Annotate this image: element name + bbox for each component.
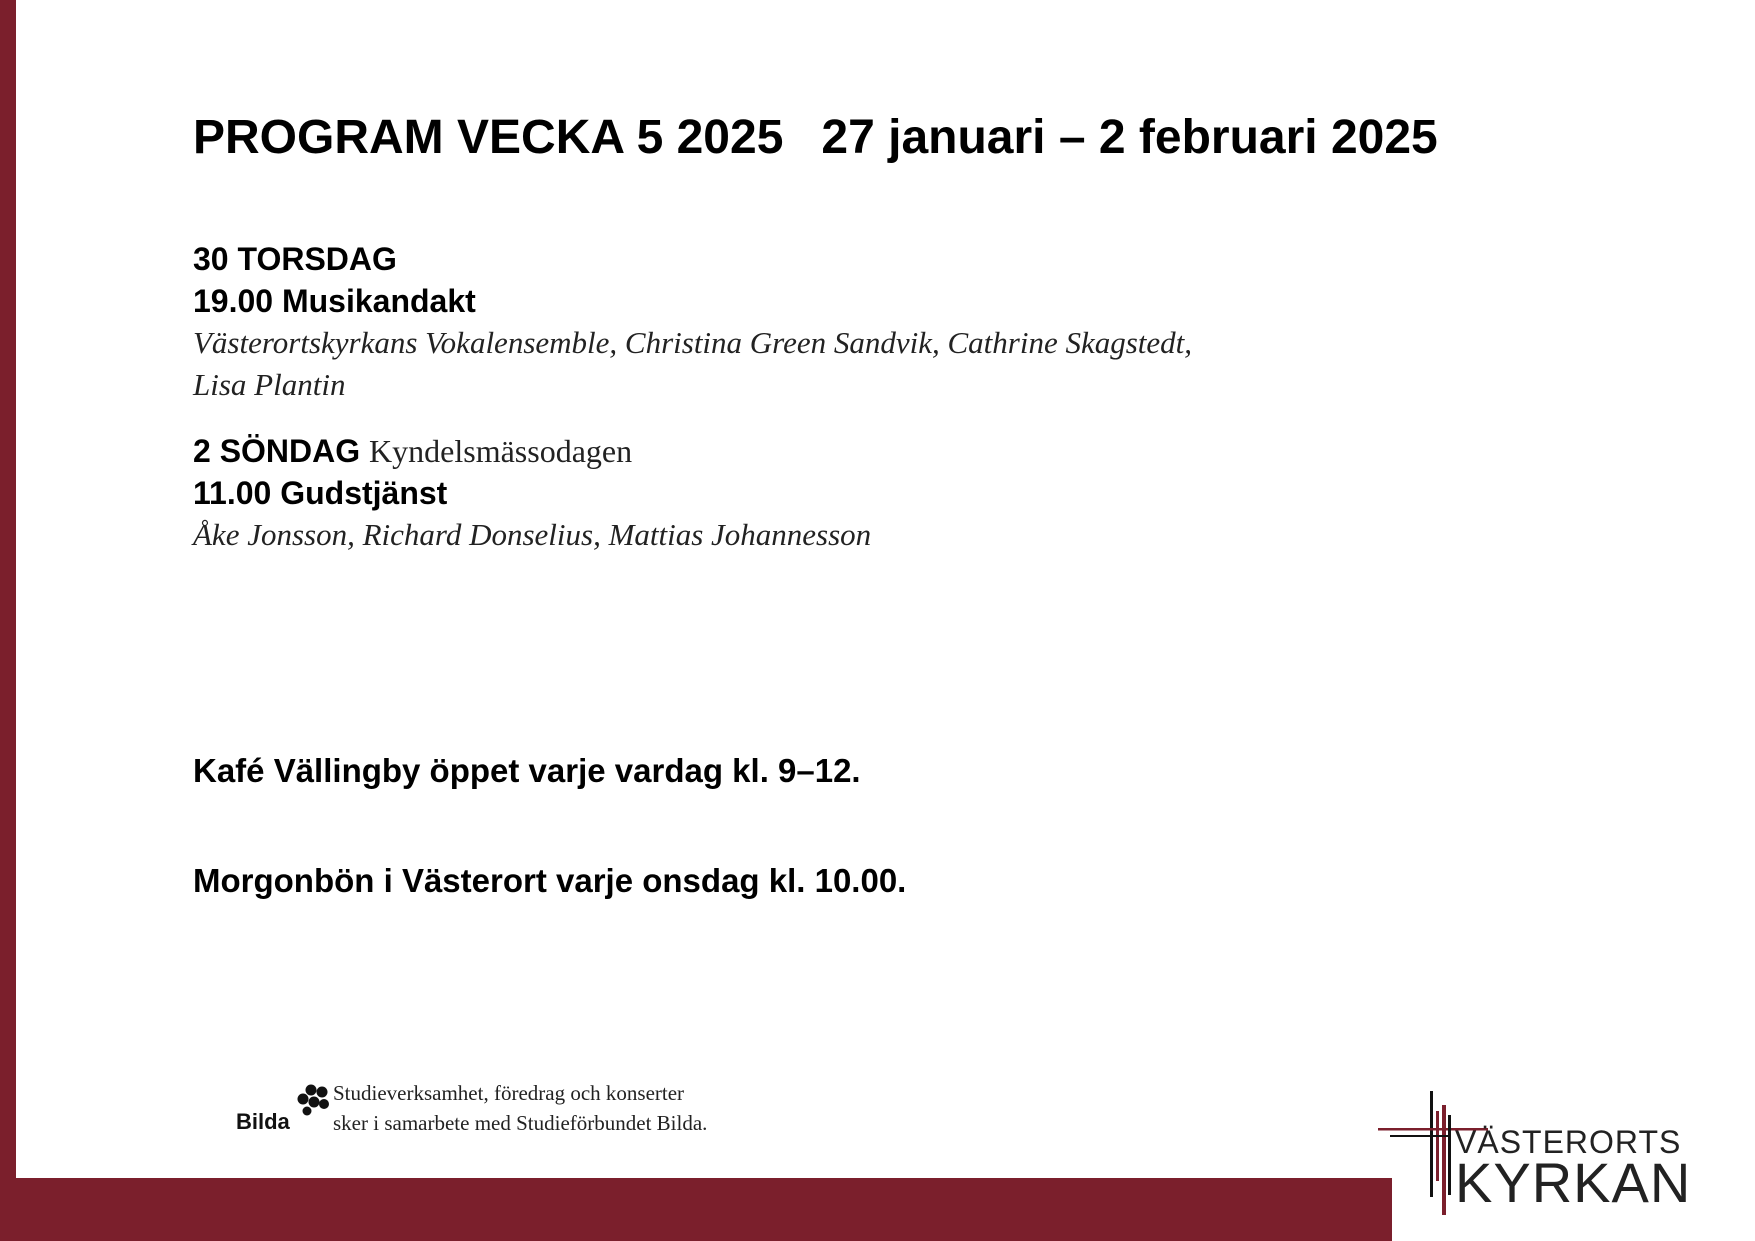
event-title: 19.00 Musikandakt [193, 283, 476, 319]
church-name-line1: VÄSTERORTS [1455, 1124, 1682, 1160]
title-dates: 27 januari – 2 februari 2025 [821, 111, 1438, 164]
day-subtitle: Kyndelsmässodagen [369, 433, 633, 469]
bilda-logo-text: Bilda [236, 1109, 290, 1133]
bilda-info [333, 1078, 707, 1138]
cafe-notice: Kafé Vällingby öppet varje vardag kl. 9–12. [193, 752, 861, 789]
bottom-accent-bar [0, 1178, 1392, 1241]
event-thursday [193, 238, 1192, 406]
day-name: 2 SÖNDAG [193, 433, 361, 469]
participants-line: Västerortskyrkans Vokalensemble, Christina Green Sandvik, Cathrine Skagstedt, [193, 325, 1193, 360]
left-accent-bar [0, 0, 16, 1241]
morning-prayer-notice: Morgonbön i Västerort varje onsdag kl. 10.00. [193, 862, 907, 899]
church-name-line2: KYRKAN [1455, 1151, 1692, 1214]
day-heading [193, 430, 871, 472]
participants-line: Åke Jonsson, Richard Donselius, Mattias Johannesson [193, 517, 872, 552]
bilda-logo [233, 1081, 329, 1133]
title-program: PROGRAM VECKA 5 2025 [193, 111, 784, 164]
participants-line: Lisa Plantin [193, 367, 346, 402]
event-title: 11.00 Gudstjänst [193, 475, 448, 511]
event-sunday [193, 430, 871, 556]
bilda-line: sker i samarbete med Studieförbundet Bilda. [333, 1111, 708, 1135]
day-heading: 30 TORSDAG [193, 241, 397, 277]
page-title [193, 110, 1438, 165]
bilda-line: Studieverksamhet, föredrag och konserter [333, 1081, 685, 1105]
